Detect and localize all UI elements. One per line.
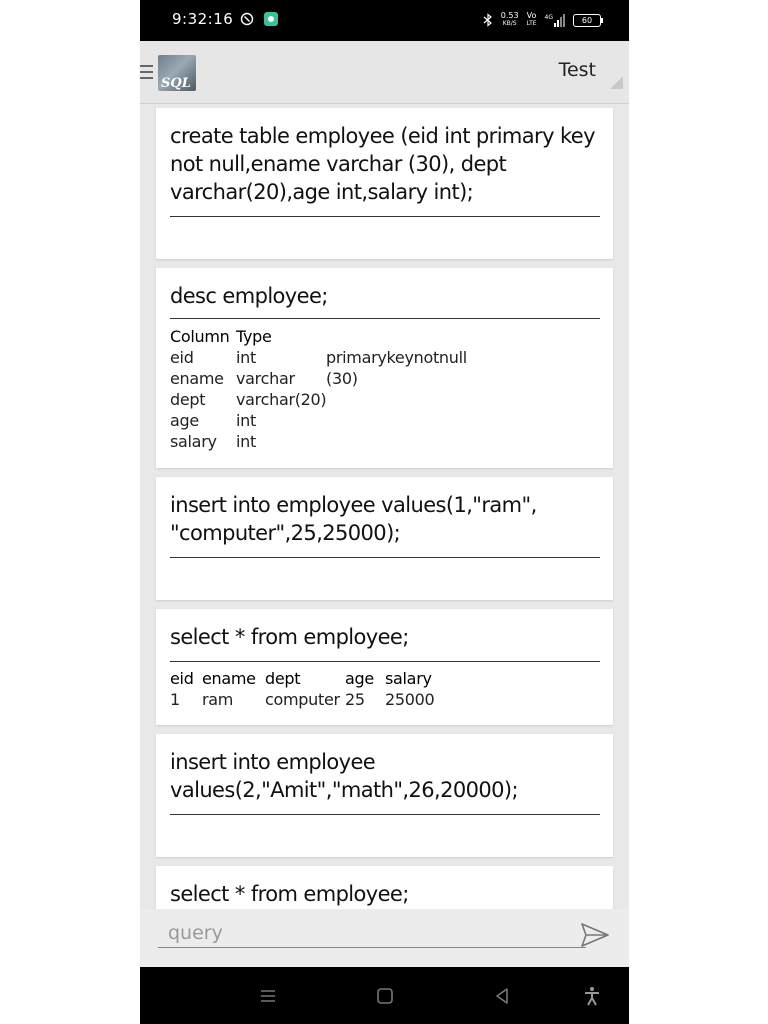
dropdown-corner-icon <box>610 76 623 89</box>
query-card[interactable] <box>156 108 613 259</box>
query-input[interactable] <box>158 919 586 948</box>
query-text: insert into employee values(2,"Amit","math",26,20000); <box>170 750 518 802</box>
result-cell: 25000 <box>385 690 435 709</box>
result-header-cell: Column <box>170 327 230 346</box>
query-bar <box>140 909 629 967</box>
result-header-cell: dept <box>265 669 301 688</box>
query-divider <box>170 661 600 662</box>
result-header-row <box>170 668 434 689</box>
home-icon[interactable] <box>375 986 395 1006</box>
query-card[interactable] <box>156 734 613 857</box>
result-cell <box>326 410 467 431</box>
volte-top: Vo <box>526 11 537 20</box>
query-card[interactable] <box>156 609 613 725</box>
app-logo[interactable] <box>158 55 196 91</box>
query-divider <box>170 216 600 217</box>
query-text: select * from employee; <box>170 625 409 649</box>
result-cell: computer <box>265 690 340 709</box>
battery-level: 60 <box>581 15 593 25</box>
accessibility-icon[interactable] <box>582 986 602 1006</box>
query-card[interactable] <box>156 268 613 468</box>
result-cell: ram <box>202 690 234 709</box>
result-cell <box>326 431 467 452</box>
result-table <box>170 668 434 710</box>
result-cell: (30) <box>326 369 358 388</box>
status-indicators <box>483 11 601 29</box>
result-cell: salary <box>170 432 217 451</box>
result-cell: 1 <box>170 690 180 709</box>
app-bar <box>140 41 629 104</box>
result-header-row <box>170 326 467 347</box>
network-speed <box>501 12 519 28</box>
result-cell: int <box>236 411 256 430</box>
query-text: insert into employee values(1,"ram", "computer",25,25000); <box>170 493 537 545</box>
status-time: 9:32:16 <box>172 10 234 28</box>
app-logo-text: SQL <box>161 76 191 91</box>
result-cell: varchar <box>236 369 295 388</box>
result-cell: int <box>236 432 256 451</box>
query-card[interactable] <box>156 866 613 909</box>
network-speed-unit: KB/S <box>502 20 517 27</box>
network-speed-value: 0.53 <box>500 11 519 20</box>
send-icon[interactable] <box>579 921 611 949</box>
recent-apps-icon[interactable] <box>258 986 278 1006</box>
result-row <box>170 689 434 710</box>
result-cell: primarykeynotnull <box>326 348 467 367</box>
query-divider <box>170 318 600 319</box>
result-row <box>170 389 467 410</box>
query-divider <box>170 814 600 815</box>
result-row <box>170 410 467 431</box>
result-cell: ename <box>170 369 224 388</box>
phone-screen <box>140 0 629 1024</box>
result-header-cell <box>326 326 467 347</box>
chat-notification-icon <box>264 12 278 26</box>
volte-bottom: LTE <box>526 20 537 27</box>
result-cell: eid <box>170 348 194 367</box>
volte-indicator <box>527 12 537 28</box>
status-bar <box>140 0 629 41</box>
hamburger-icon[interactable] <box>140 65 153 79</box>
result-cell: 25 <box>345 690 365 709</box>
result-header-cell: salary <box>385 669 432 688</box>
network-type: 4G <box>544 13 553 21</box>
query-history-list[interactable] <box>140 104 629 909</box>
system-nav-bar <box>140 967 629 1024</box>
phone-call-notification-icon <box>240 12 254 26</box>
bluetooth-icon <box>483 13 493 27</box>
result-header-cell: Type <box>236 327 272 346</box>
query-text: select * from employee; <box>170 882 409 906</box>
signal-icon <box>545 14 565 27</box>
result-cell: dept <box>170 390 206 409</box>
result-header-cell: ename <box>202 669 256 688</box>
result-row <box>170 368 467 389</box>
result-row <box>170 431 467 452</box>
query-text: create table employee (eid int primary key not null,ename varchar (30), dept varchar(20),age int,salary int); <box>170 124 595 204</box>
battery-icon <box>573 14 601 27</box>
result-table <box>170 326 467 452</box>
query-result <box>170 668 434 710</box>
result-row <box>170 347 467 368</box>
back-icon[interactable] <box>492 986 512 1006</box>
result-cell: age <box>170 411 199 430</box>
query-result <box>170 326 467 452</box>
result-header-cell: age <box>345 669 374 688</box>
result-cell: int <box>236 348 256 367</box>
query-text: desc employee; <box>170 284 328 308</box>
result-cell: varchar(20) <box>236 390 327 409</box>
query-divider <box>170 557 600 558</box>
result-header-cell: eid <box>170 669 194 688</box>
database-selector[interactable]: Test <box>558 59 596 81</box>
query-card[interactable] <box>156 477 613 600</box>
